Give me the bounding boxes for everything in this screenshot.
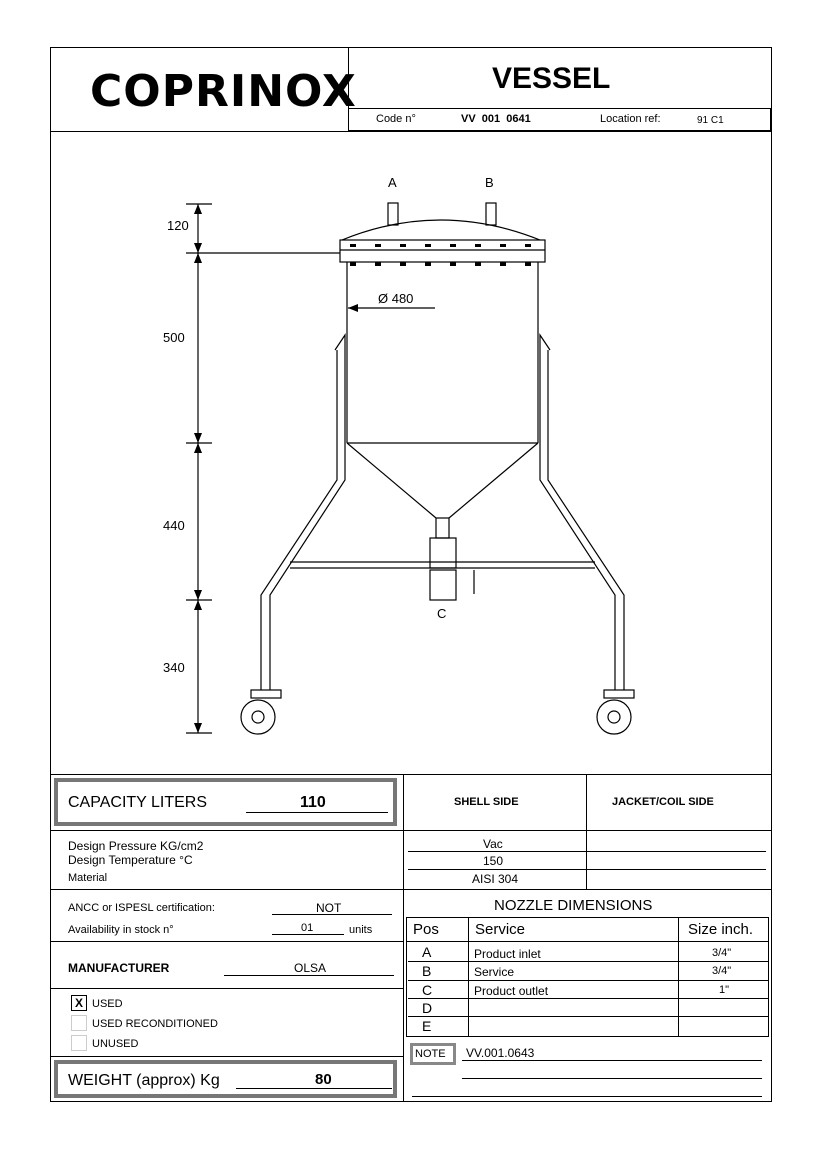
certification-underline (272, 914, 392, 915)
nozzle-left-border (406, 917, 407, 1037)
note-line-1 (462, 1060, 762, 1061)
dim-120: 120 (167, 218, 189, 233)
shell-temperature: 150 (483, 854, 504, 868)
nozzle-row-line (408, 998, 768, 999)
design-pressure-label: Design Pressure KG/cm2 (68, 839, 204, 853)
nozzle-right-border (768, 917, 769, 1037)
nozzle-col-divider-1 (468, 917, 469, 1037)
used-reconditioned-label: USED RECONDITIONED (92, 1018, 218, 1030)
design-row-line-1 (408, 851, 766, 852)
code-value: VV 001 0641 (461, 113, 531, 125)
note-line-2 (462, 1078, 762, 1079)
nozzle-row-line (408, 980, 768, 981)
capacity-label: CAPACITY LITERS (68, 794, 207, 811)
manufacturer-value: OLSA (294, 961, 327, 975)
unused-checkbox[interactable] (71, 1035, 87, 1051)
nozzle-row-pos: C (422, 982, 433, 998)
capacity-value: 110 (300, 794, 326, 811)
manufacturer-underline (224, 975, 394, 976)
location-label: Location ref: (600, 113, 661, 125)
weight-underline (236, 1088, 392, 1089)
table-top-line (50, 774, 772, 775)
used-checkbox[interactable]: X (71, 995, 87, 1011)
page-title: VESSEL (492, 62, 611, 95)
nozzle-title-line (406, 917, 769, 918)
shell-pressure: Vac (483, 837, 503, 851)
company-logo: COPRINOX (90, 66, 357, 117)
dim-340: 340 (163, 660, 185, 675)
note-label: NOTE (415, 1048, 446, 1060)
nozzle-row-pos: D (422, 1000, 433, 1016)
capacity-bottom-line (50, 830, 772, 831)
nozzle-header-pos: Pos (413, 921, 439, 938)
nozzle-row-pos: B (422, 963, 432, 979)
shell-side-header: SHELL SIDE (454, 796, 519, 808)
weight-value: 80 (315, 1071, 332, 1088)
dim-500: 500 (163, 330, 185, 345)
note-line-3 (412, 1096, 762, 1097)
condition-bottom-line (50, 1056, 403, 1057)
nozzle-row-service: Product outlet (474, 984, 549, 998)
certification-value: NOT (316, 901, 342, 915)
nozzle-row-size: 1" (719, 984, 730, 996)
nozzle-b-label: B (485, 175, 494, 190)
jacket-side-header: JACKET/COIL SIDE (612, 796, 714, 808)
manufacturer-label: MANUFACTURER (68, 961, 170, 975)
nozzle-header-line (406, 941, 769, 942)
stock-underline (272, 934, 344, 935)
nozzle-c-label: C (437, 606, 447, 621)
nozzle-header-size: Size inch. (688, 921, 754, 938)
nozzle-table-bottom (406, 1036, 769, 1037)
note-value: VV.001.0643 (466, 1046, 535, 1060)
capacity-underline (246, 812, 388, 813)
used-reconditioned-checkbox[interactable] (71, 1015, 87, 1031)
nozzle-row-size: 3/4" (712, 947, 732, 959)
material-label: Material (68, 872, 108, 884)
used-label: USED (92, 998, 123, 1010)
unused-label: UNUSED (92, 1038, 139, 1050)
design-temperature-label: Design Temperature °C (68, 853, 193, 867)
nozzle-table-title: NOZZLE DIMENSIONS (494, 897, 653, 914)
nozzle-row-size: 3/4" (712, 965, 732, 977)
nozzle-row-service: Product inlet (474, 947, 541, 961)
nozzle-header-service: Service (475, 921, 526, 938)
diameter-label: Ø 480 (378, 291, 414, 306)
nozzle-row-pos: E (422, 1018, 432, 1034)
manufacturer-bottom-line (50, 988, 403, 989)
weight-label: WEIGHT (approx) Kg (68, 1072, 220, 1089)
stock-label: Availability in stock n° (68, 924, 174, 936)
stock-value: 01 (301, 922, 314, 934)
shell-jacket-divider (586, 774, 587, 890)
design-row-line-2 (408, 869, 766, 870)
nozzle-row-service: Service (474, 965, 515, 979)
dim-440: 440 (163, 518, 185, 533)
design-bottom-line (50, 889, 772, 890)
location-value: 91 C1 (697, 115, 724, 126)
stock-unit: units (349, 924, 373, 936)
table-mid-divider (403, 774, 404, 1102)
nozzle-col-divider-2 (678, 917, 679, 1037)
nozzle-row-line (408, 1016, 768, 1017)
certification-label: ANCC or ISPESL certification: (68, 902, 215, 914)
shell-material: AISI 304 (472, 872, 519, 886)
nozzle-a-label: A (388, 175, 397, 190)
cert-bottom-line (50, 941, 403, 942)
nozzle-row-line (408, 961, 768, 962)
code-label: Code n° (376, 113, 416, 125)
nozzle-row-pos: A (422, 944, 432, 960)
